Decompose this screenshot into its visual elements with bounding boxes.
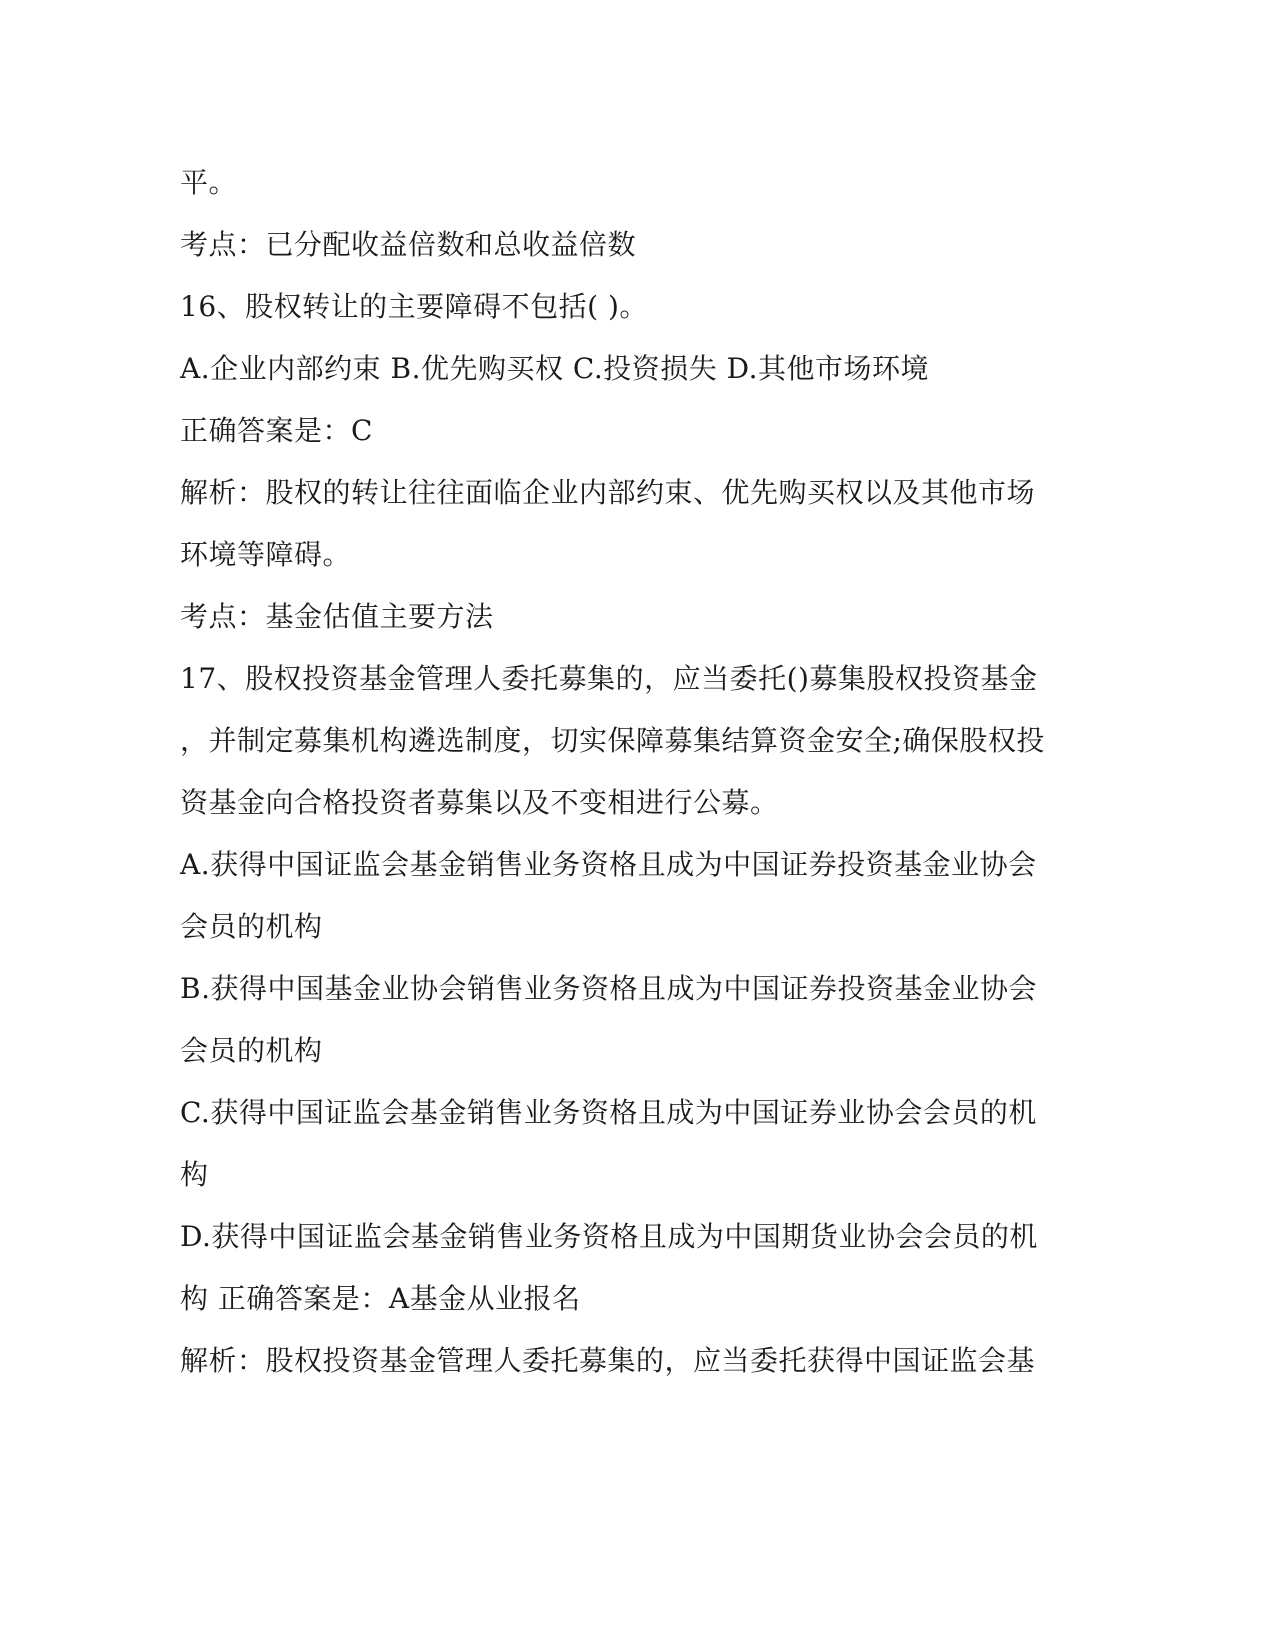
question-16: 16、股权转让的主要障碍不包括( )。: [180, 290, 648, 323]
question-17-answer: 构 正确答案是：A基金从业报名: [180, 1282, 581, 1315]
question-17-option-d: D.获得中国证监会基金销售业务资格且成为中国期货业协会会员的机: [180, 1220, 1038, 1253]
text-line-topic: 考点：已分配收益倍数和总收益倍数: [180, 228, 637, 261]
question-16-explanation: 解析：股权的转让往往面临企业内部约束、优先购买权以及其他市场: [180, 476, 1036, 509]
question-17-cont-2: 资基金向合格投资者募集以及不变相进行公募。: [180, 786, 779, 819]
text-line-continuation: 平。: [180, 166, 238, 199]
question-17: 17、股权投资基金管理人委托募集的，应当委托()募集股权投资基金: [180, 662, 1038, 695]
question-16-answer: 正确答案是：C: [180, 414, 373, 447]
question-17-option-b: B.获得中国基金业协会销售业务资格且成为中国证券投资基金业协会: [180, 972, 1037, 1005]
question-17-cont-1: ，并制定募集机构遴选制度，切实保障募集结算资金安全;确保股权投: [180, 724, 1045, 757]
question-17-option-c-cont: 构: [180, 1158, 209, 1191]
question-17-explanation: 解析：股权投资基金管理人委托募集的，应当委托获得中国证监会基: [180, 1344, 1036, 1377]
question-16-topic: 考点：基金估值主要方法: [180, 600, 494, 633]
question-17-option-b-cont: 会员的机构: [180, 1034, 323, 1067]
question-17-option-c: C.获得中国证监会基金销售业务资格且成为中国证券业协会会员的机: [180, 1096, 1037, 1129]
question-17-option-a-cont: 会员的机构: [180, 910, 323, 943]
question-16-options: A.企业内部约束 B.优先购买权 C.投资损失 D.其他市场环境: [180, 352, 929, 385]
question-16-explanation-cont: 环境等障碍。: [180, 538, 352, 571]
question-17-option-a: A.获得中国证监会基金销售业务资格且成为中国证券投资基金业协会: [180, 848, 1037, 881]
